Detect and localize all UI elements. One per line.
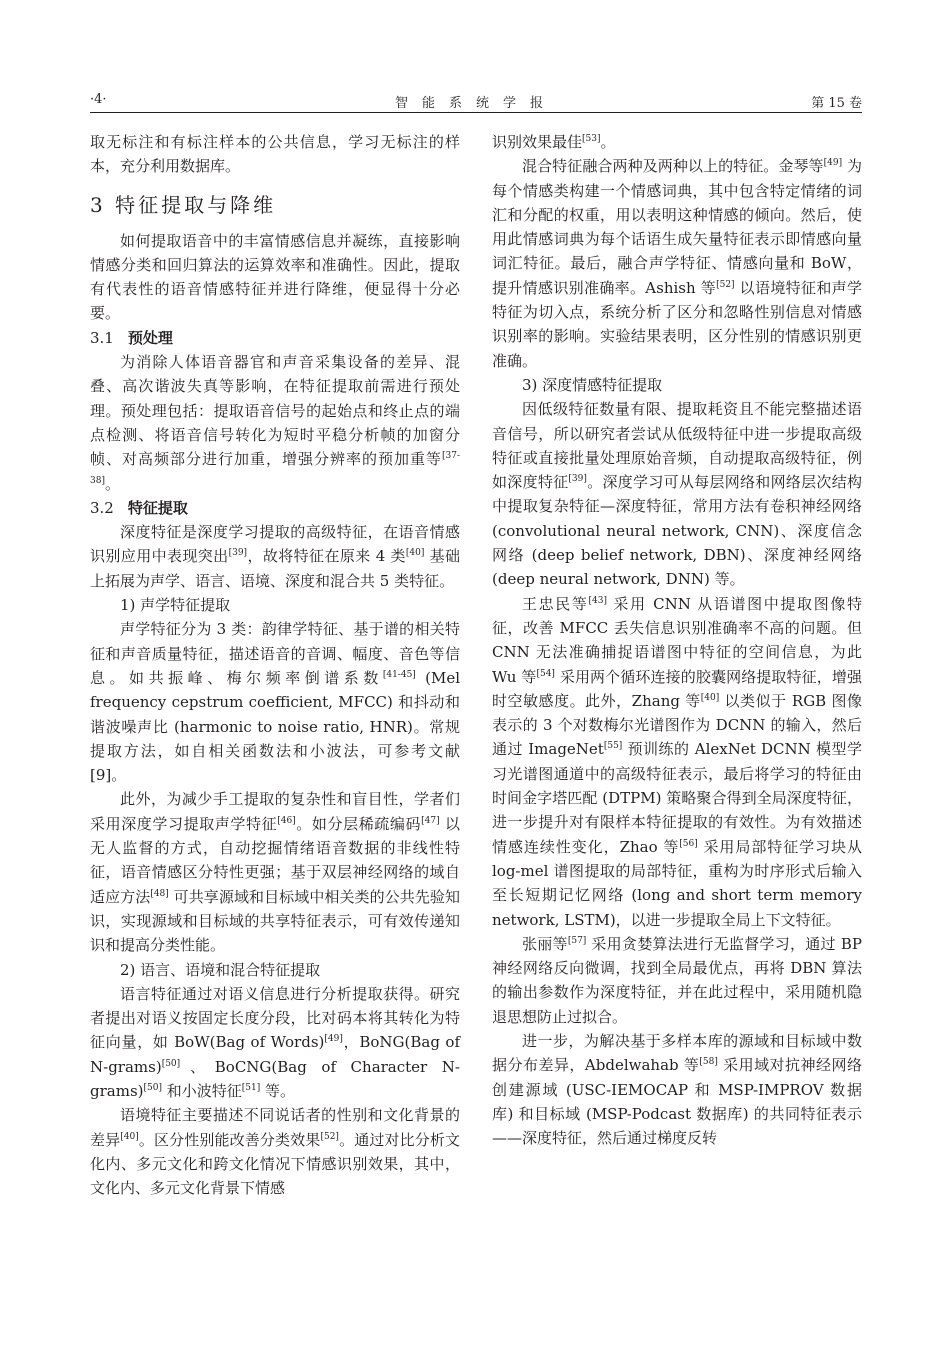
citation: [40] [700, 692, 720, 703]
citation: [55] [603, 741, 623, 752]
citation: [49] [823, 158, 843, 169]
citation: [52] [716, 279, 735, 290]
paragraph: 识别效果最佳[53]。 [492, 133, 616, 151]
paragraph: 深度特征是深度学习提取的高级特征，在语音情感识别应用中表现突出[39]，故将特征在原来 4 类[40] 基础上拓展为声学、语言、语境、深度和混合共 5 类特征。 [90, 523, 460, 590]
paragraph: 取无标注和有标注样本的公共信息，学习无标注的样本，充分利用数据库。 [90, 133, 460, 176]
citation: [49] [324, 1034, 343, 1045]
journal-name: 智能系统学报 [394, 96, 557, 111]
section-number: 3.2 [90, 498, 114, 517]
paragraph: 进一步，为解决基于多样本库的源域和目标域中数据分布差异，Abdelwahab 等[58] 采用域对抗神经网络创建源域 (USC-IEMOCAP 和 MSP-IMPROV 数据库) 和目标域 (MSP-Podcast 数据库) 的共同特征表示——深度特征，然后通过梯度反转 [492, 1031, 862, 1148]
paragraph: 语境特征主要描述不同说话者的性别和文化背景的差异[40]。区分性别能改善分类效果[52]。通过对比分析文化内、多元文化和跨文化情况下情感识别效果，其中，文化内、多元文化背景下情感 [90, 1106, 460, 1198]
citation: [56] [679, 838, 698, 849]
section-title: 特征提取 [127, 498, 188, 517]
citation: [52] [320, 1131, 339, 1142]
citation: [40] [405, 548, 425, 559]
citation: [40] [120, 1131, 139, 1142]
page-number: ·4· [90, 92, 107, 107]
citation: [39] [568, 474, 587, 485]
volume-label: 第 15 卷 [811, 96, 862, 111]
citation: [47] [421, 815, 440, 826]
citation: [50] [161, 1058, 181, 1069]
running-header [90, 88, 862, 113]
section-3-heading: 3 特征提取与降维 [90, 192, 277, 217]
paragraph: 王忠民等[43] 采用 CNN 从语谱图中提取图像特征，改善 MFCC 丢失信息识别准确率不高的问题。但 CNN 无法准确捕捉语谱图中特征的空间信息，为此 Wu 等[54] 采用两个循环连接的胶囊网络提取特征，增强时空敏感度。此外，Zhang 等[40] 以类似于 RGB 图像表示的 3 个对数梅尔光谱图作为 DCNN 的输入，然后通过 ImageNet[55] 预训练的 AlexNet DCNN 模型学习光谱图通道中的高级特征表示，最后将学习的特征由时间金字塔匹配 (DTPM) 策略聚合得到全局深度特征，进一步提升对有限样本特征提取的有效性。为有效描述情感连续性变化，Zhao 等[56] 采用局部特征学习块从 log-mel 谱图提取的局部特征，重构为时序形式后输入至长短期记忆网络 (long and short term memory network, LSTM)，以进一步提取全局上下文特征。 [492, 594, 862, 929]
paragraph: 声学特征分为 3 类：韵律学特征、基于谱的相关特征和声音质量特征，描述语音的音调、幅度、音色等信息。如共振峰、梅尔频率倒谱系数[41-45] (Mel frequency cepstrum coefficient, MFCC) 和抖动和谐波噪声比 (harmonic to noise ratio, HNR)。常规提取方法，如自相关函数法和小波法，可参考文献 [9]。 [90, 620, 460, 785]
paragraph: 因低级特征数量有限、提取耗资且不能完整描述语音信号，所以研究者尝试从低级特征中进一步提取高级特征或直接批量处理原始音频，自动提取高级特征，例如深度特征[39]。深度学习可从每层网络和网络层次结构中提取复杂特征—深度特征，常用方法有卷积神经网络 (convolutional neural network, CNN)、深度信念网络 (deep belief network, DBN)、深度神经网络 (deep neural network, DNN) 等。 [492, 400, 862, 589]
subsection-heading: 2) 语言、语境和混合特征提取 [120, 960, 321, 979]
paragraph: 如何提取语音中的丰富情感信息并凝练，直接影响情感分类和回归算法的运算效率和准确性。因此，提取有代表性的语音情感特征并进行降维，便显得十分必要。 [90, 231, 460, 323]
citation: [41-45] [382, 669, 416, 680]
right-column [492, 130, 862, 1150]
citation: [58] [699, 1057, 718, 1068]
section-3-1-heading [90, 326, 460, 350]
paragraph: 此外，为减少手工提取的复杂性和盲目性，学者们采用深度学习提取声学特征[46]。如分层稀疏编码[47] 以无人监督的方式，自动挖掘情绪语音数据的非线性特征，语音情感区分特性更强；基于双层神经网络的域自适应方法[48] 可共享源域和目标域中相关类的公共先验知识，实现源域和目标域的共享特征表示，可有效传递知识和提高分类性能。 [90, 790, 460, 955]
citation: [43] [588, 595, 608, 606]
citation: [57] [567, 935, 587, 946]
section-number: 3.1 [90, 328, 114, 347]
citation: [54] [536, 668, 555, 679]
paragraph: 为消除人体语音器官和声音采集设备的差异、混叠、高次谐波失真等影响，在特征提取前需进行预处理。预处理包括：提取语音信号的起始点和终止点的端点检测、将语音信号转化为短时平稳分析帧的加窗分帧、对高频部分进行加重，增强分辨率的预加重等[37-38]。 [90, 353, 460, 493]
citation: [39] [228, 548, 248, 559]
paragraph: 张丽等[57] 采用贪婪算法进行无监督学习，通过 BP 神经网络反向微调，找到全局最优点，再将 DBN 算法的输出参数作为深度特征，并在此过程中，采用随机隐退思想防止过拟合。 [492, 934, 862, 1026]
citation: [48] [150, 888, 169, 899]
citation: [53] [582, 134, 601, 144]
paragraph: 语言特征通过对语义信息进行分析提取获得。研究者提出对语义按固定长度分段，比对码本将其转化为特征向量，如 BoW(Bag of Words)[49]，BoNG(Bag of N-grams)[50]、BoCNG(Bag of Character N-grams)[50] 和小波特征[51] 等。 [90, 984, 461, 1100]
subsection-heading: 3) 深度情感特征提取 [522, 375, 663, 394]
citation: [50] [143, 1082, 162, 1093]
left-column [90, 130, 460, 1200]
citation: [51] [241, 1082, 261, 1093]
paragraph: 混合特征融合两种及两种以上的特征。金琴等[49] 为每个情感类构建一个情感词典，其中包含特定情绪的词汇和分配的权重，用以表明这种情感的倾向。然后，使用此情感词典为每个话语生成矢量特征表示即情感向量词汇特征。最后，融合声学特征、情感向量和 BoW，提升情感识别准确率。Ashish 等[52] 以语境特征和声学特征为切入点，系统分析了区分和忽略性别信息对情感识别率的影响。实验结果表明，区分性别的情感识别更准确。 [492, 157, 862, 370]
citation: [37-38] [90, 451, 460, 486]
subsection-heading: 1) 声学特征提取 [120, 596, 231, 615]
section-title: 预处理 [127, 328, 173, 347]
section-3-2-heading [90, 496, 460, 520]
citation: [46] [277, 815, 296, 826]
